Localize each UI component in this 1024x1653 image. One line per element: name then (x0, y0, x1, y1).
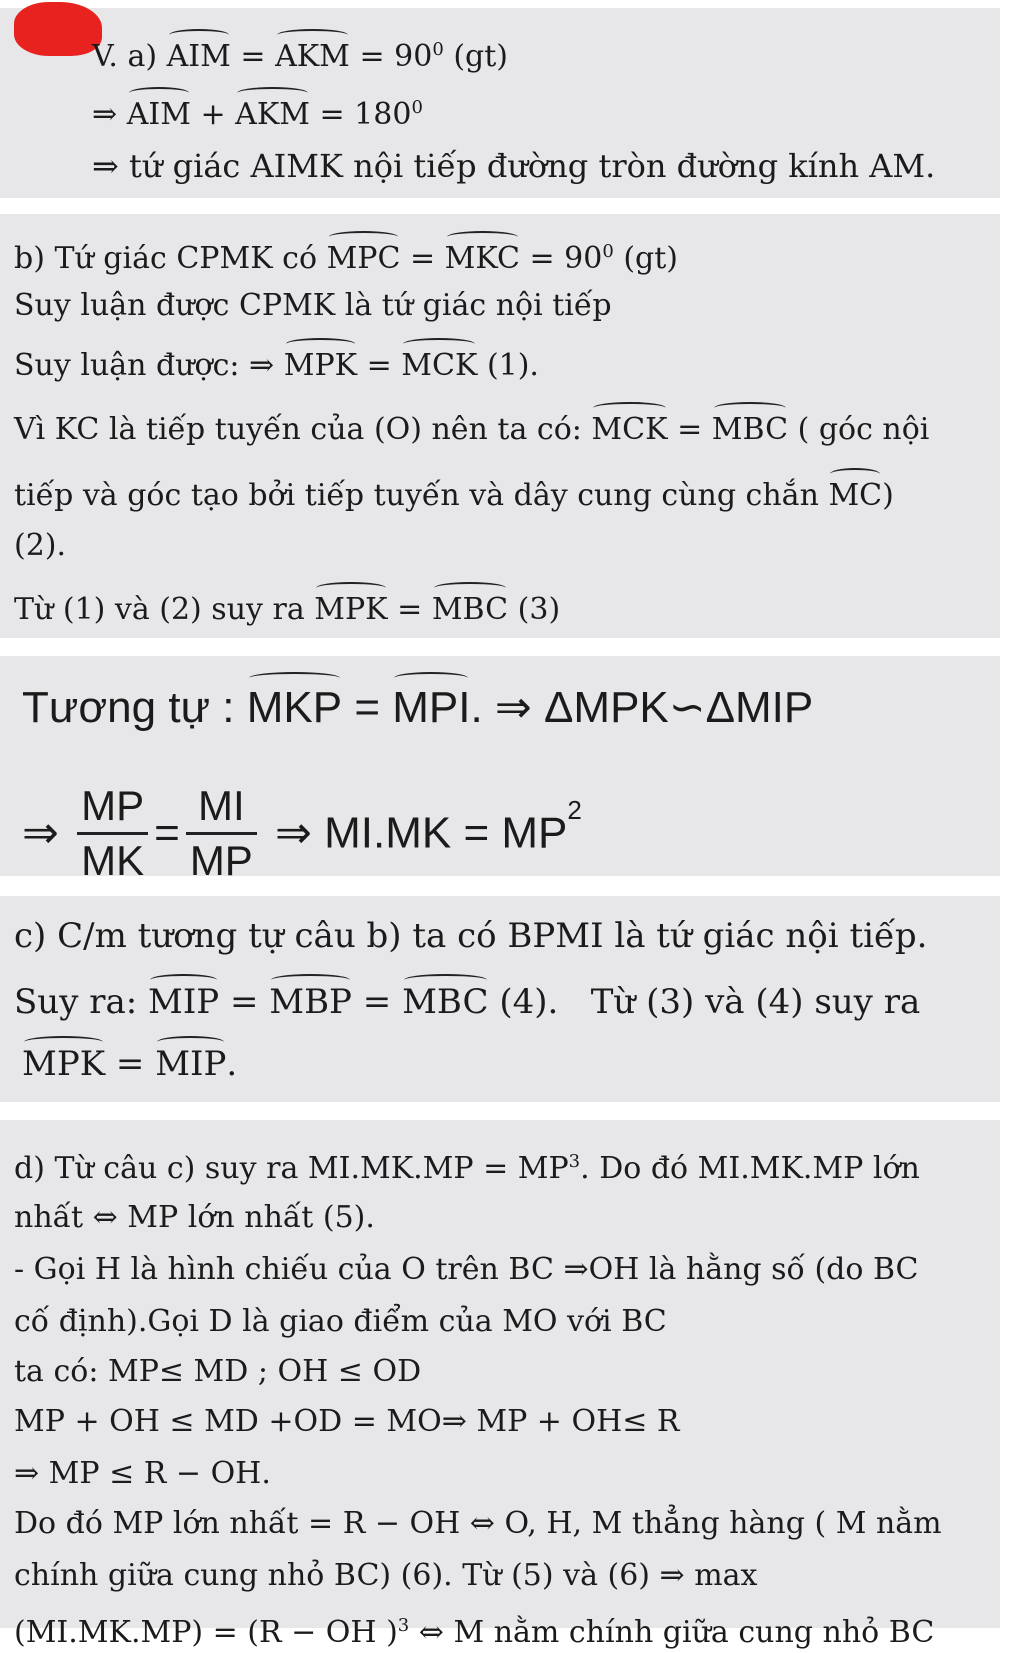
angle-mpk: MPK (22, 1044, 106, 1084)
angle-mbc: MBC (432, 590, 508, 630)
fraction-mp-mk (77, 780, 148, 887)
implies-arrow: ⇒ (22, 808, 59, 858)
angle-mbc: MBC (712, 410, 788, 450)
angle-mip: MIP (155, 1044, 227, 1084)
equals-sign: = (397, 592, 423, 627)
part-d-line-9: chính giữa cung nhỏ BC) (6). Từ (5) và (6) ⇒ max (14, 1558, 758, 1593)
similar-line-2 (22, 754, 582, 889)
angle-mbc: MBC (402, 982, 489, 1022)
angle-mkp: MKP (247, 680, 342, 736)
line-text: Tương tự : (22, 683, 235, 732)
line-text: (4). Từ (3) và (4) suy ra (499, 982, 921, 1022)
line-text: ⇔ M nằm chính giữa cung nhỏ BC (409, 1615, 935, 1650)
part-c-line-3 (22, 1044, 237, 1084)
part-d-line-3: - Gọi H là hình chiếu của O trên BC ⇒OH là hằng số (do BC (14, 1252, 919, 1287)
angle-mpk: MPK (314, 590, 387, 630)
angle-mpi: MPI (392, 680, 470, 736)
part-d-line-2: nhất ⇔ MP lớn nhất (5). (14, 1200, 375, 1235)
part-b-line-6: (2). (14, 528, 67, 563)
part-b-line-2: Suy luận được CPMK là tứ giác nội tiếp (14, 288, 612, 323)
angle-aim: AIM (127, 95, 191, 135)
degree-sup: 0 (432, 39, 444, 60)
degree-sup: 0 (602, 241, 614, 262)
line-text: (MI.MK.MP) = (R − OH ) (14, 1615, 398, 1650)
numerator: MI (186, 780, 257, 835)
line-text: Suy luận được: ⇒ (14, 348, 275, 383)
period: . (226, 1044, 238, 1084)
part-a-block (0, 8, 1000, 198)
similar-triangles-block (0, 656, 1000, 884)
ref-label: (1). (486, 348, 539, 383)
part-d-line-5: ta có: MP≤ MD ; OH ≤ OD (14, 1354, 422, 1389)
value-text: = 90 (529, 241, 603, 276)
equals-sign: = (366, 348, 392, 383)
implies-arrow: ⇒ (92, 97, 118, 132)
part-a-line-3: ⇒ tứ giác AIMK nội tiếp đường tròn đường kính AM. (92, 147, 936, 185)
part-d-line-10 (14, 1606, 935, 1650)
part-d-line-6: MP + OH ≤ MD +OD = MO⇒ MP + OH≤ R (14, 1404, 680, 1439)
angle-mpc: MPC (327, 239, 401, 279)
denominator: MK (81, 836, 145, 884)
part-b-block (0, 214, 1000, 638)
part-b-line-1 (14, 232, 678, 279)
plus-sign: + (200, 97, 226, 132)
product-equation: MI.MK.MP = MP (307, 1151, 569, 1186)
line-text: ) (882, 478, 894, 513)
arc-mc: MC (828, 476, 882, 516)
angle-mpk: MPK (284, 346, 357, 386)
angle-mkc: MKC (445, 239, 520, 279)
angle-akm: AKM (235, 95, 310, 135)
part-a-prefix: V. a) (92, 39, 158, 74)
part-d-block (0, 1120, 1000, 1650)
equals-sign: = (115, 1044, 145, 1084)
line-text: Vì KC là tiếp tuyến của (O) nên ta có: (14, 412, 582, 447)
value-text: = 90 (359, 39, 433, 74)
part-a-line-1 (92, 30, 508, 77)
equals-sign: = (677, 412, 703, 447)
value-text: = 180 (319, 97, 412, 132)
part-d-line-8: Do đó MP lớn nhất = R − OH ⇔ O, H, M thẳng hàng ( M nằm (14, 1506, 942, 1541)
similarity-statement: . ⇒ ΔMPK∽ΔMIP (470, 683, 814, 732)
part-c-line-2 (14, 982, 920, 1022)
ref-label: (3) (517, 592, 561, 627)
part-c-block (0, 896, 1000, 1102)
line-text: . Do đó MI.MK.MP lớn (580, 1151, 920, 1186)
exponent-sup: 3 (568, 1151, 581, 1172)
line-text: d) Từ câu c) suy ra (14, 1151, 299, 1186)
line-text: b) Tứ giác CPMK có (14, 241, 318, 276)
equals-sign: = (362, 982, 392, 1022)
given-note: (gt) (623, 241, 679, 276)
line-text: ( góc nội (797, 412, 930, 447)
equals-sign: = (354, 683, 381, 732)
equals-sign: = (154, 808, 180, 858)
similar-line-1 (22, 680, 813, 736)
equals-sign: = (229, 982, 259, 1022)
part-b-line-4 (14, 410, 929, 450)
line-text: tiếp và góc tạo bởi tiếp tuyến và dây cung cùng chắn (14, 478, 819, 513)
part-b-line-7 (14, 590, 560, 630)
line-text: Từ (1) và (2) suy ra (14, 592, 305, 627)
exponent-sup: 2 (567, 795, 582, 825)
given-note: (gt) (453, 39, 508, 74)
part-d-line-4: cố định).Gọi D là giao điểm của MO với BC (14, 1304, 667, 1339)
angle-mbp: MBP (269, 982, 352, 1022)
denominator: MP (189, 836, 253, 884)
fraction-mi-mp (186, 780, 257, 887)
equals-sign: = (240, 39, 266, 74)
equals-sign: = (409, 241, 436, 276)
line-text: Suy ra: (14, 982, 138, 1022)
angle-akm: AKM (275, 37, 350, 77)
part-d-line-1 (14, 1142, 920, 1189)
red-redaction-mark (14, 2, 102, 56)
angle-mip: MIP (148, 982, 220, 1022)
angle-mck: MCK (591, 410, 667, 450)
degree-sup: 0 (411, 97, 423, 118)
part-a-line-2 (92, 88, 423, 135)
numerator: MP (77, 780, 148, 835)
angle-aim: AIM (167, 37, 231, 77)
result-equation: ⇒ MI.MK = MP (275, 808, 568, 858)
angle-mck: MCK (401, 346, 477, 386)
part-b-line-3 (14, 346, 539, 386)
part-d-line-7: ⇒ MP ≤ R − OH. (14, 1456, 271, 1491)
part-b-line-5 (14, 476, 894, 516)
part-c-line-1: c) C/m tương tự câu b) ta có BPMI là tứ giác nội tiếp. (14, 916, 928, 956)
exponent-sup: 3 (397, 1615, 410, 1636)
